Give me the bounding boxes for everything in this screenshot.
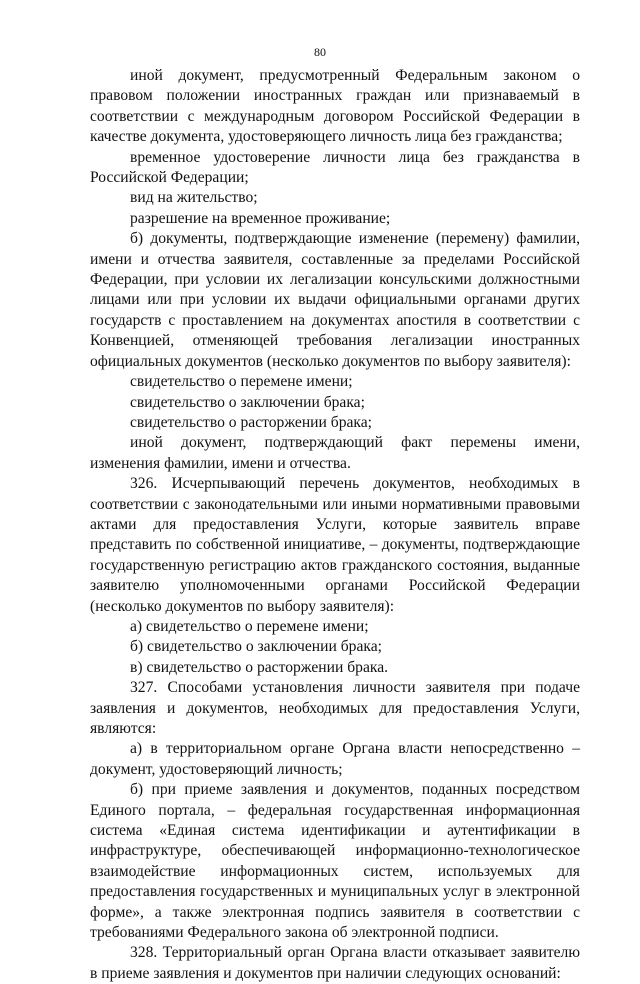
paragraph: а) свидетельство о перемене имени; [130, 617, 369, 635]
paragraph: свидетельство о перемене имени; [130, 373, 353, 391]
page-number: 80 [314, 45, 326, 59]
document-body [90, 66, 580, 984]
paragraph: свидетельство о заключении брака; [130, 393, 365, 411]
paragraph: иной документ, подтверждающий факт перемены имени, изменения фамилии, имени и отчества. [90, 434, 580, 472]
paragraph: свидетельство о расторжении брака; [130, 413, 373, 431]
paragraph: б) свидетельство о заключении брака; [130, 638, 382, 656]
paragraph: б) документы, подтверждающие изменение (перемену) фамилии, имени и отчества заявителя, составленные за пределами Российской Федерации, при условии их легализации консульскими должностными лицами или при условии их выдачи официальными органами других государств с проставлением на документах апостиля в соответствии с Конвенцией, отменяющей требования легализации иностранных официальных документов (несколько документов по выбору заявителя): [90, 230, 580, 370]
paragraph: вид на жительство; [130, 189, 258, 207]
paragraph: 328. Территориальный орган Органа власти отказывает заявителю в приеме заявления и документов при наличии следующих оснований: [90, 944, 580, 982]
paragraph: 327. Способами установления личности заявителя при подаче заявления и документов, необходимых для предоставления Услуги, являются: [90, 679, 580, 737]
paragraph: временное удостоверение личности лица без гражданства в Российской Федерации; [90, 148, 580, 187]
paragraph: а) в территориальном органе Органа власти непосредственно – документ, удостоверяющий личность; [90, 740, 580, 778]
paragraph: 326. Исчерпывающий перечень документов, необходимых в соответствии с законодательными или иными нормативными правовыми актами для предоставления Услуги, которые заявитель вправе представить по собственной инициативе, – документы, подтверждающие государственную регистрацию актов гражданского состояния, выданные заявителю уполномоченными органами Российской Федерации (несколько документов по выбору заявителя): [90, 475, 580, 615]
paragraph: разрешение на временное проживание; [130, 209, 391, 227]
paragraph: в) свидетельство о расторжении брака. [130, 658, 389, 676]
paragraph: б) при приеме заявления и документов, поданных посредством Единого портала, – федеральная государственная информационная система «Единая система идентификации и аутентификации в инфраструктуре, обеспечивающей информационно-технологическое взаимодействие информационных систем, используемых для предоставления государственных и муниципальных услуг в электронной форме», а также электронная подпись заявителя в соответствии с требованиями Федерального закона об электронной подписи. [90, 781, 580, 942]
paragraph: иной документ, предусмотренный Федеральным законом о правовом положении иностранных граждан или признаваемый в соответствии с международным договором Российской Федерации в качестве документа, удостоверяющего личность лица без гражданства; [90, 67, 580, 146]
